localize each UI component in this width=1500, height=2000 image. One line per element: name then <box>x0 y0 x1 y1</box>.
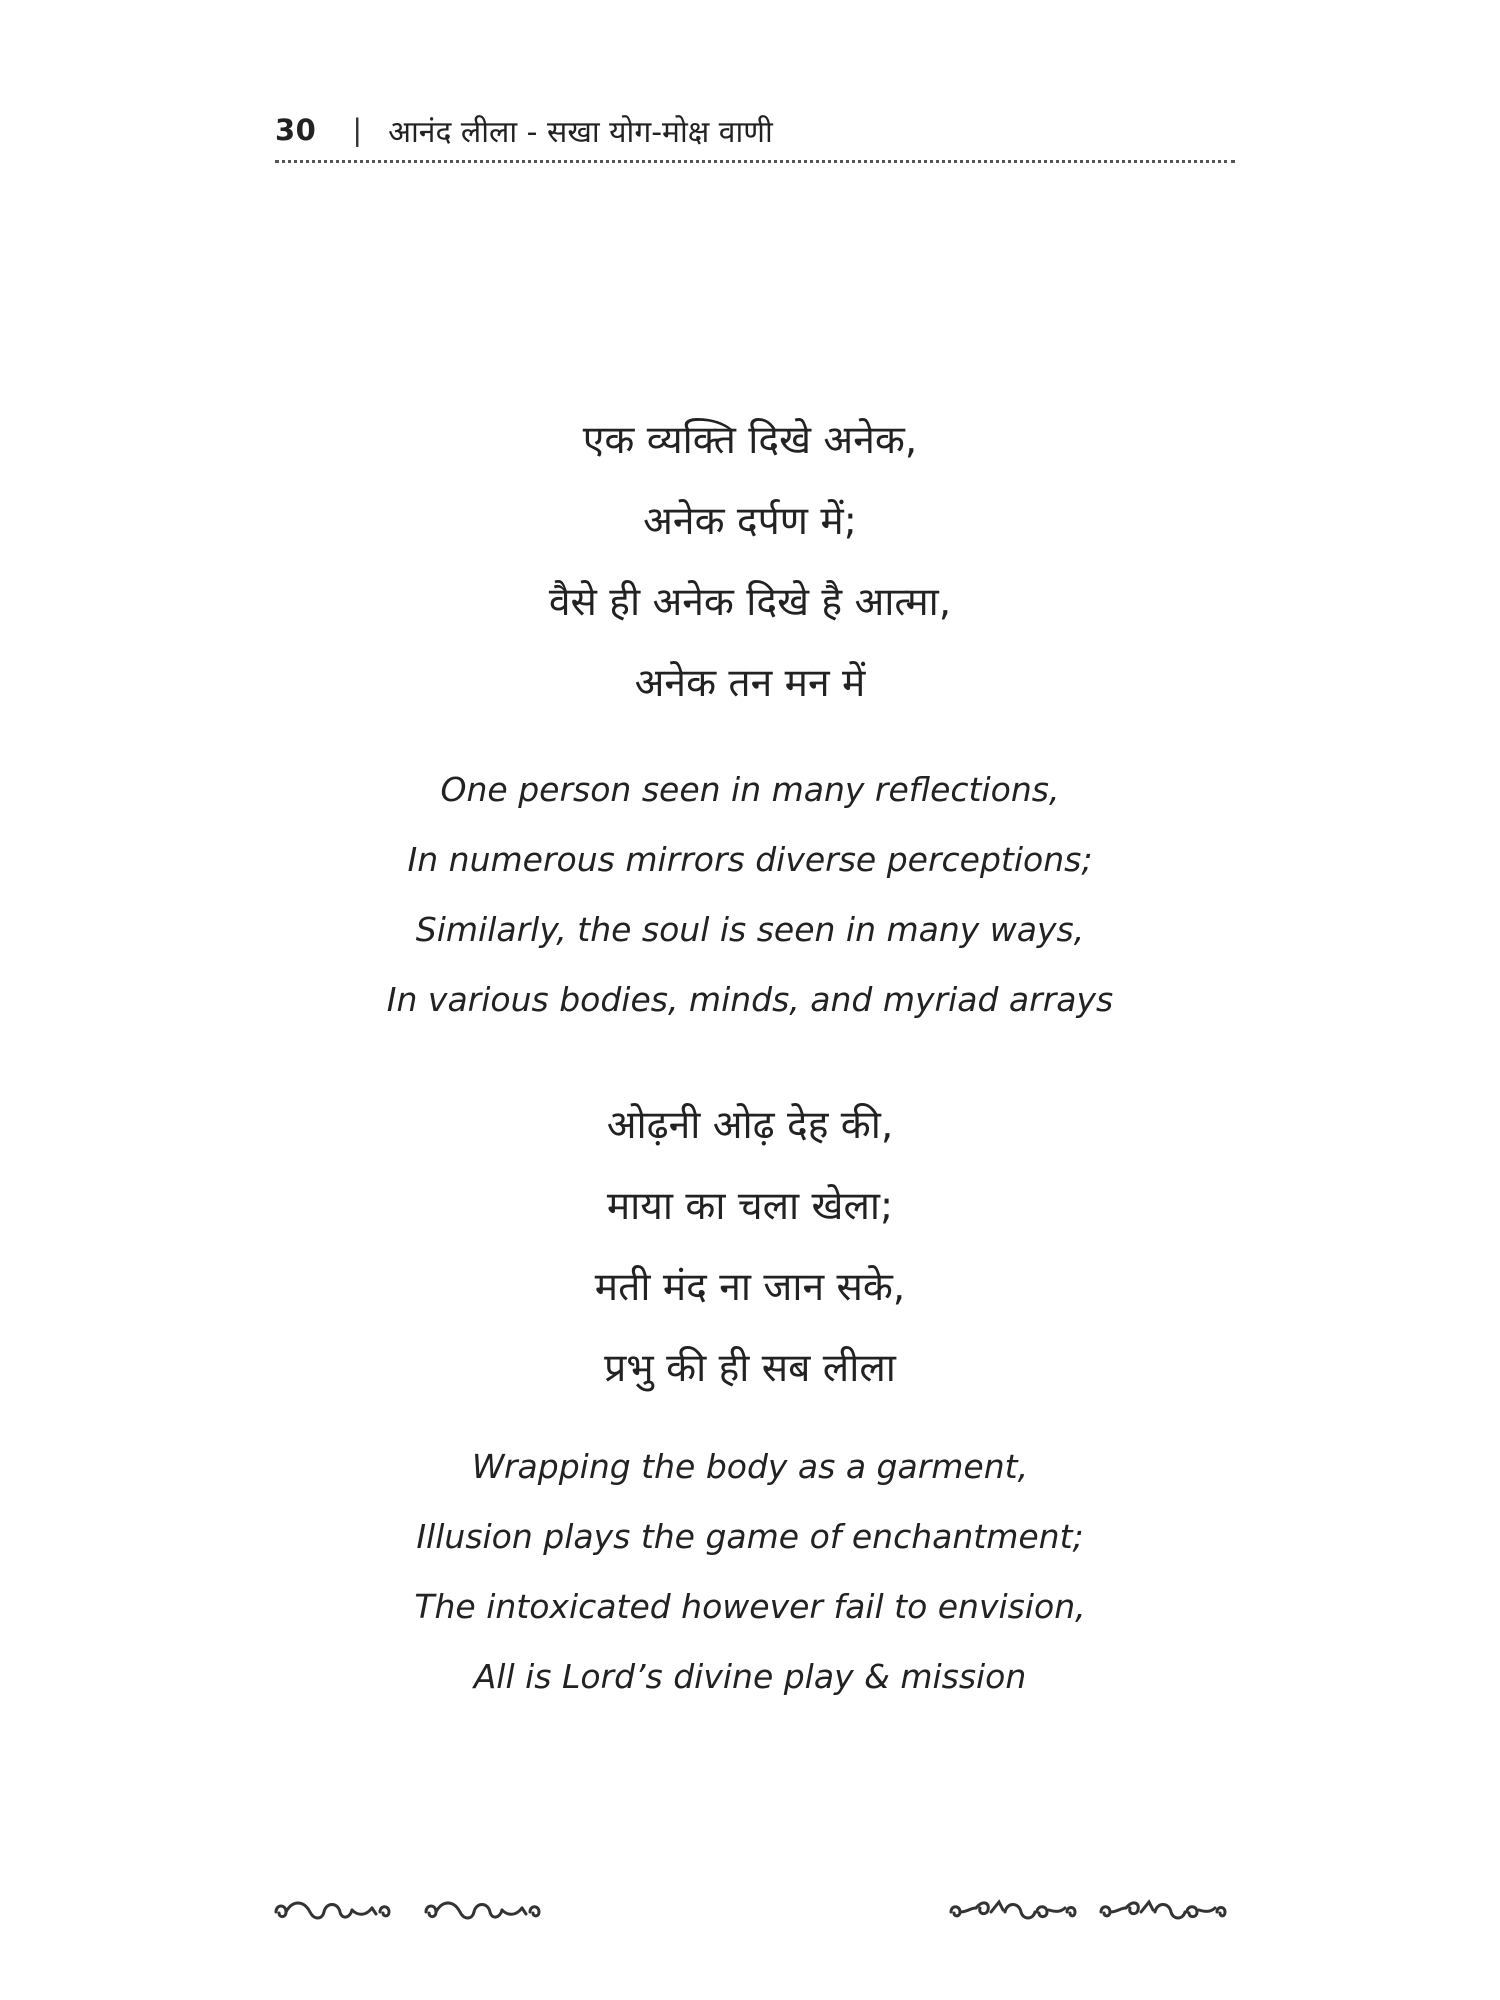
verse-2-english <box>0 1432 1500 1712</box>
verse-1-english <box>0 755 1500 1035</box>
page-number: 30 <box>275 113 317 147</box>
verse-line: मती मंद ना जान सके, <box>594 1265 906 1310</box>
translation-line: Illusion plays the game of enchantment; <box>416 1517 1084 1556</box>
translation-line: One person seen in many reflections, <box>440 770 1060 809</box>
scroll-ornament-icon <box>268 1890 558 1930</box>
translation-line: Wrapping the body as a garment, <box>471 1447 1029 1486</box>
verse-line: प्रभु की ही सब लीला <box>604 1346 896 1391</box>
header-dotted-rule <box>275 160 1235 163</box>
translation-line: In numerous mirrors diverse perceptions; <box>407 840 1093 879</box>
translation-line: Similarly, the soul is seen in many ways, <box>415 910 1085 949</box>
verse-1-hindi <box>0 400 1500 724</box>
verse-line: अनेक दर्पण में; <box>643 499 857 544</box>
verse-2-hindi <box>0 1085 1500 1409</box>
page-header <box>275 100 1235 160</box>
header-separator: | <box>352 113 363 147</box>
translation-line: The intoxicated however fail to envision, <box>414 1587 1086 1626</box>
translation-line: In various bodies, minds, and myriad arrays <box>386 980 1114 1019</box>
verse-line: अनेक तन मन में <box>634 661 866 706</box>
verse-line: वैसे ही अनेक दिखे है आत्मा, <box>548 580 952 625</box>
running-title: आनंद लीला - सखा योग-मोक्ष वाणी <box>388 114 773 150</box>
verse-line: ओढ़नी ओढ़ देह की, <box>606 1103 894 1148</box>
scroll-ornament-icon <box>945 1890 1245 1930</box>
translation-line: All is Lord’s divine play & mission <box>473 1657 1027 1696</box>
verse-line: एक व्यक्ति दिखे अनेक, <box>582 418 918 463</box>
verse-line: माया का चला खेला; <box>606 1184 894 1229</box>
